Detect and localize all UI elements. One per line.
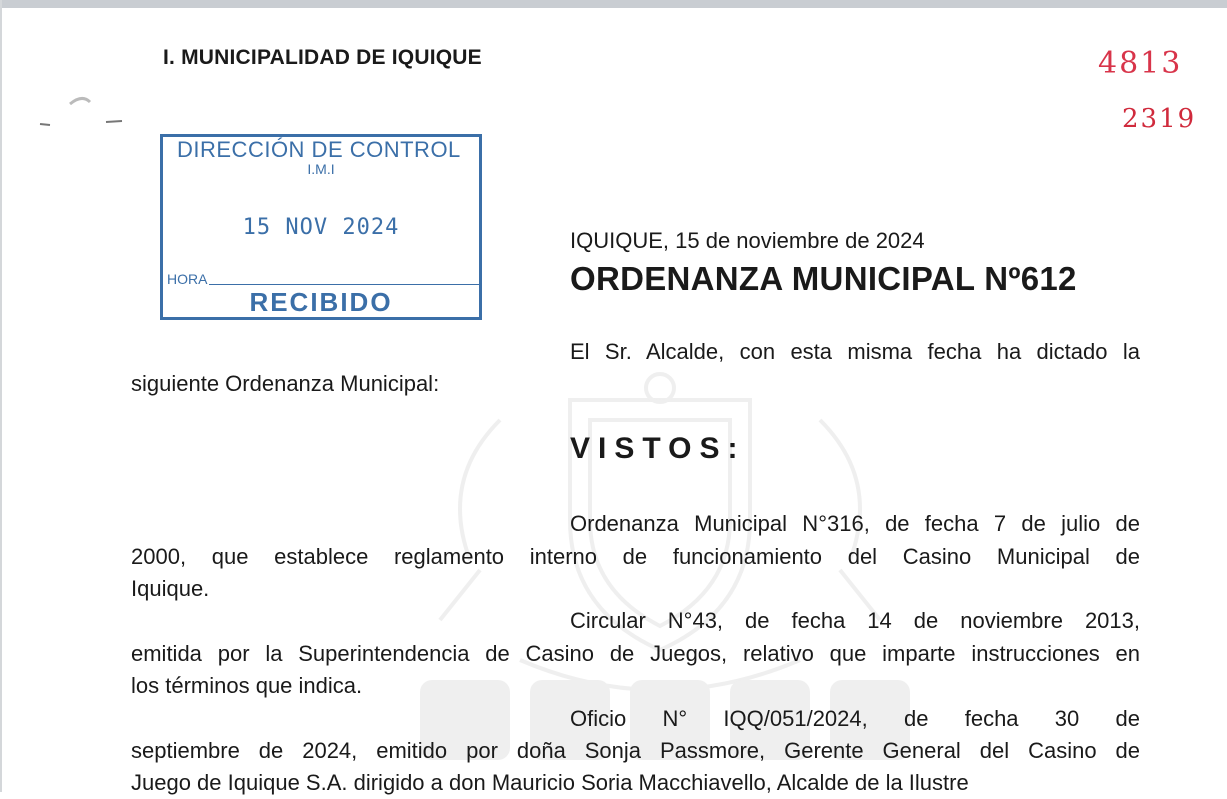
stamp-abbrev: I.M.I	[307, 161, 335, 177]
visto-3-line-2: septiembre de 2024, emitido por doña Sonja Passmore, Gerente General del Casino de	[131, 738, 1140, 763]
stamp-hora-line	[209, 284, 479, 285]
visto-3-line-1: Oficio N° IQQ/051/2024, de fecha 30 de	[570, 706, 1140, 731]
stamp-hora-label: HORA	[167, 271, 208, 287]
document-date: IQUIQUE, 15 de noviembre de 2024	[570, 228, 925, 253]
stamp-date: 15 NOV 2024	[242, 215, 400, 240]
document-title: ORDENANZA MUNICIPAL Nº612	[570, 260, 1077, 297]
municipality-header: I. MUNICIPALIDAD DE IQUIQUE	[163, 46, 482, 69]
visto-2-line-1: Circular N°43, de fecha 14 de noviembre 2013,	[570, 608, 1140, 633]
visto-2-line-3: los términos que indica.	[131, 673, 363, 698]
stamp-department: DIRECCIÓN DE CONTROL	[177, 137, 461, 162]
handwritten-number-1: 4813	[1098, 46, 1183, 81]
intro-line-2: siguiente Ordenanza Municipal:	[131, 371, 440, 396]
visto-3-line-3: Juego de Iquique S.A. dirigido a don Mauricio Soria Macchiavello, Alcalde de la Ilustre	[131, 770, 969, 795]
intro-line-1: El Sr. Alcalde, con esta misma fecha ha dictado la	[570, 339, 1140, 364]
scan-mark	[30, 92, 130, 132]
stamp-status: RECIBIDO	[249, 287, 393, 317]
vistos-heading: VISTOS:	[570, 432, 746, 465]
scan-left-edge	[0, 0, 2, 792]
visto-2-line-2: emitida por la Superintendencia de Casino de Juegos, relativo que imparte instrucciones en	[131, 641, 1140, 666]
scan-top-edge	[0, 0, 1227, 8]
handwritten-number-2: 2319	[1122, 104, 1197, 134]
visto-1-line-1: Ordenanza Municipal N°316, de fecha 7 de julio de	[570, 511, 1140, 536]
visto-1-line-2: 2000, que establece reglamento interno de funcionamiento del Casino Municipal de	[131, 544, 1140, 569]
received-stamp	[160, 134, 482, 320]
visto-1-line-3: Iquique.	[131, 576, 210, 601]
